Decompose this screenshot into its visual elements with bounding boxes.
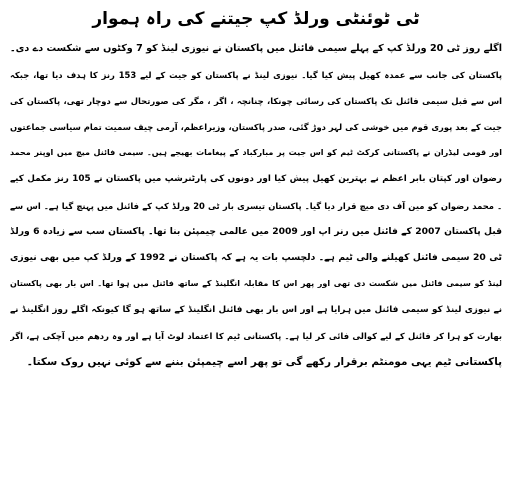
- article-headline: ٹی ٹوئنٹی ورلڈ کپ جیتنے کی راہ ہموار: [92, 9, 420, 29]
- article-line: ٹی 20 سیمی فائنل کھیلنے والی ٹیم ہے۔ دلچسپ بات یہ ہے کہ پاکستان نے 1992 کے ورلڈ کپ میں بھی نیوزی: [10, 251, 502, 263]
- article-line-last: پاکستانی ٹیم یہی مومنٹم برقرار رکھے گی تو پھر اسے چیمپئن بننے سے کوئی نہیں روک سکتا۔: [26, 356, 502, 369]
- article-line: لینڈ کو سیمی فائنل میں شکست دی تھی اور پھر اس کا مقابلہ انگلینڈ کے ساتھ فائنل میں ہوا تھا۔ اس بار بھی پاکستان: [10, 278, 502, 288]
- article-line: قبل پاکستان 2007 کے فائنل میں رنر اپ اور 2009 میں عالمی چیمپئن بنا تھا۔ پاکستان سب سے زیادہ 6 ورلڈ: [10, 225, 502, 237]
- article-line: جیت کے بعد پوری قوم میں خوشی کی لہر دوڑ گئی، صدر پاکستان، وزیراعظم، آرمی چیف سمیت تمام سیاسی جماعتوں: [10, 122, 502, 133]
- article-line: بھارت کو ہرا کر فائنل کے لیے کوالی فائی کر لیا ہے۔ پاکستانی ٹیم کا اعتماد لوٹ آیا ہے اور وہ ردھم میں آچکی ہے، اگر: [10, 331, 502, 342]
- article-body: [10, 36, 502, 375]
- article-line: رضوان اور کپتان بابر اعظم نے بہترین کھیل پیش کیا اور دونوں کی پارٹنرشپ میں پاکستان نے 105 رنز مکمل کیے: [10, 174, 502, 185]
- article-line: اس سے قبل سیمی فائنل تک پاکستان کی رسائی چونکا، چنانچہ ، اگر ، مگر کی صورتحال سے دوچار تھی، پاکستان کی: [10, 96, 502, 107]
- article-line: نے نیوزی لینڈ کو سیمی فائنل میں ہرایا ہے اور اس بار بھی فائنل انگلینڈ کے ساتھ ہو گا کیونکہ اگلے روز انگلینڈ نے: [10, 304, 502, 315]
- article-line: اگلے روز ٹی 20 ورلڈ کپ کے پہلے سیمی فائنل میں پاکستان نے نیوزی لینڈ کو 7 وکٹوں سے شکست دے دی۔: [10, 43, 502, 54]
- article-line: ۔ محمد رضوان کو مین آف دی میچ قرار دیا گیا۔ پاکستان تیسری بار ٹی 20 ورلڈ کپ کے فائنل میں پہنچ گیا ہے۔ اس سے: [10, 200, 502, 211]
- article-line: پاکستان کی جانب سے عمدہ کھیل پیش کیا گیا۔ نیوزی لینڈ نے پاکستان کو جیت کے لیے 153 رنز کا ہدف دیا تھا، جبکہ: [10, 70, 502, 81]
- article-line: اور قومی لیڈران نے پاکستانی کرکٹ ٹیم کو اس جیت پر مبارکباد کے پیغامات بھیجے ہیں۔ سیمی فائنل میچ میں اوپنر محمد: [10, 148, 502, 158]
